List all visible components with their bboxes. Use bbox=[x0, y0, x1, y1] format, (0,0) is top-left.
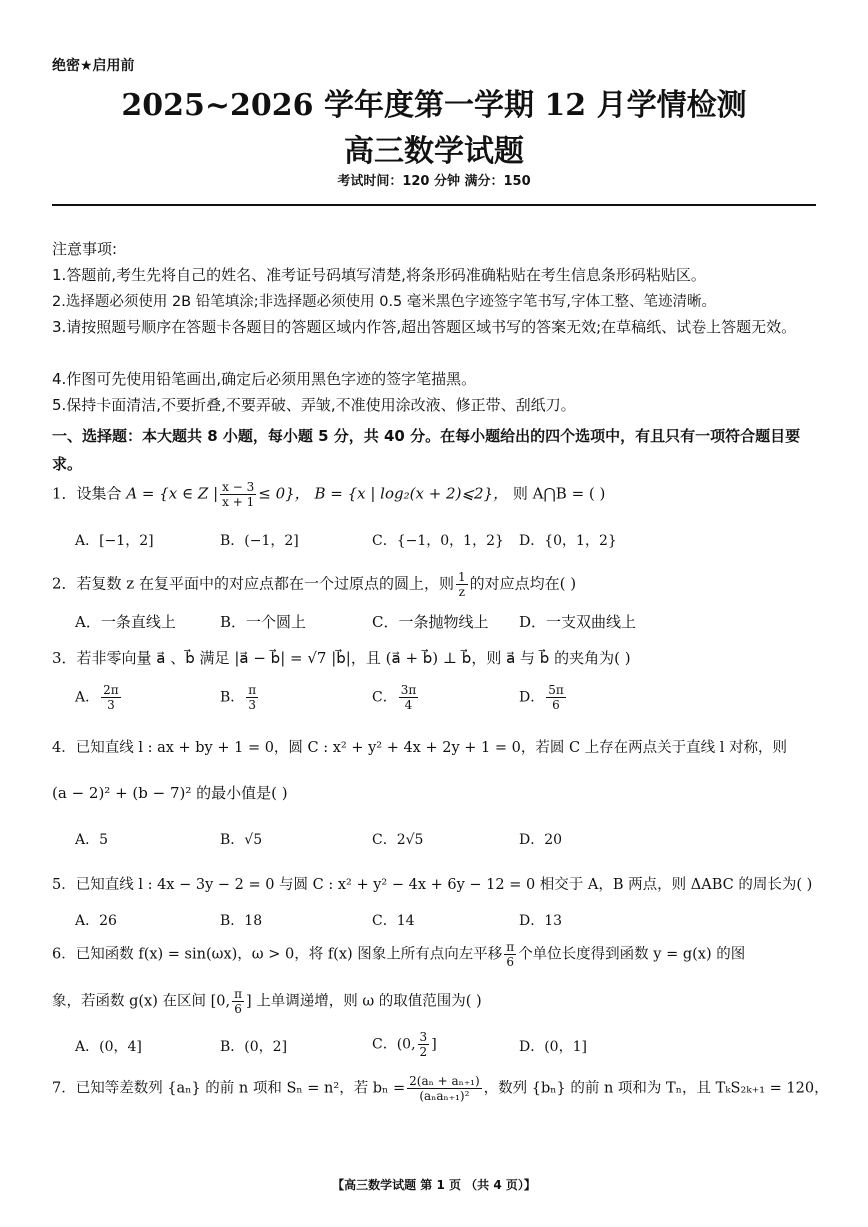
page-footer: 【高三数学试题 第 1 页 （共 4 页）】 bbox=[332, 1178, 536, 1192]
question-text: 1．设集合 bbox=[52, 484, 127, 503]
notes-title: 注意事项: bbox=[52, 240, 118, 258]
fraction bbox=[246, 683, 258, 712]
option-d: D．20 bbox=[519, 832, 563, 848]
fraction bbox=[504, 940, 516, 969]
option-c bbox=[372, 1030, 437, 1059]
denominator: 6 bbox=[234, 1002, 242, 1016]
question-5: 5．已知直线 l : 4x − 3y − 2 = 0 与圆 C : x² + y² − 4x + 6y − 12 = 0 相交于 A，B 两点，则 ΔABC 的周长为( ) bbox=[52, 877, 813, 893]
question-text: 象，若函数 g(x) 在区间 [0, bbox=[52, 993, 231, 1010]
denominator: 4 bbox=[404, 698, 413, 712]
exam-title: 2025~2026 学年度第一学期 12 月学情检测 bbox=[121, 88, 747, 123]
section-heading: 一、选择题：本大题共 8 小题，每小题 5 分，共 40 分。在每小题给出的四个选项中，有且只有一项符合题目要求。 bbox=[52, 427, 801, 473]
header-divider bbox=[52, 204, 816, 206]
option-c: C．{−1，0，1，2} bbox=[372, 533, 504, 549]
option-label: A． bbox=[75, 689, 100, 706]
option-label: C． bbox=[372, 689, 397, 706]
numerator: 2π bbox=[103, 683, 119, 697]
fraction bbox=[399, 683, 419, 712]
exam-subtitle: 高三数学试题 bbox=[344, 134, 524, 169]
fraction bbox=[232, 987, 244, 1016]
exam-meta: 考试时间：120 分钟 满分：150 bbox=[337, 174, 531, 189]
question-text: ] 上单调递增，则 ω 的取值范围为( ) bbox=[245, 993, 482, 1010]
option-d: D．13 bbox=[519, 913, 563, 929]
set-b: B = {x | log₂(x + 2)⩽2}， bbox=[314, 484, 509, 503]
question-1 bbox=[52, 480, 605, 509]
option-d: D．(0，1] bbox=[519, 1039, 587, 1055]
numerator: 1 bbox=[458, 570, 466, 584]
fraction bbox=[418, 1030, 430, 1059]
option-a: A．[−1，2] bbox=[75, 533, 154, 549]
numerator: π bbox=[234, 987, 242, 1001]
option-a: A．26 bbox=[75, 913, 117, 929]
option-label: B． bbox=[220, 689, 245, 706]
question-2 bbox=[52, 570, 576, 599]
option-b: B．(0，2] bbox=[220, 1039, 288, 1055]
question-4-line1: 4．已知直线 l : ax + by + 1 = 0，圆 C : x² + y² + 4x + 2y + 1 = 0，若圆 C 上存在两点关于直线 l 对称，则 bbox=[52, 740, 788, 756]
note-item: 1.答题前,考生先将自己的姓名、准考证号码填写清楚,将条形码准确粘贴在考生信息条形码粘贴区。 bbox=[52, 266, 706, 284]
fraction bbox=[456, 570, 468, 599]
option-a: A．5 bbox=[75, 832, 109, 848]
note-item: 2.选择题必须使用 2B 铅笔填涂;非选择题必须使用 0.5 毫米黑色字迹签字笔书写,字体工整、笔迹清晰。 bbox=[52, 294, 716, 310]
option-d bbox=[519, 683, 568, 712]
numerator: π bbox=[506, 940, 515, 954]
question-text: 2．若复数 z 在复平面中的对应点都在一个过原点的圆上，则 bbox=[52, 574, 454, 593]
numerator: 2(aₙ + aₙ₊₁) bbox=[409, 1074, 480, 1088]
question-text: ，数列 {bₙ} 的前 n 项和为 Tₙ，且 TₖS₂ₖ₊₁ = 120， bbox=[483, 1080, 829, 1097]
fraction bbox=[546, 683, 566, 712]
question-text: 6．已知函数 f(x) = sin(ωx)，ω > 0，将 f(x) 图象上所有点向左平移 bbox=[52, 946, 503, 963]
denominator: 3 bbox=[248, 698, 257, 712]
fraction bbox=[101, 683, 121, 712]
question-text: 个单位长度得到函数 y = g(x) 的图 bbox=[518, 946, 746, 963]
option-b: B．一个圆上 bbox=[220, 613, 307, 631]
option-text: ] bbox=[431, 1036, 437, 1053]
denominator: (aₙaₙ₊₁)² bbox=[419, 1089, 470, 1103]
numerator: π bbox=[248, 683, 257, 697]
option-d: D．{0，1，2} bbox=[519, 533, 617, 549]
option-c: C．2√5 bbox=[372, 832, 424, 848]
set-a-end: ≤ 0}， bbox=[258, 484, 310, 503]
numerator: 3π bbox=[400, 683, 417, 697]
question-3: 3．若非零向量 a⃗ 、b⃗ 满足 |a⃗ − b⃗| = √7 |b⃗|，且 (a⃗ + b⃗) ⊥ b⃗，则 a⃗ 与 b⃗ 的夹角为( ) bbox=[52, 649, 631, 667]
option-c: C．一条抛物线上 bbox=[372, 613, 489, 631]
option-b: B．(−1，2] bbox=[220, 533, 299, 549]
numerator: x − 3 bbox=[222, 480, 255, 494]
denominator: 3 bbox=[107, 698, 115, 712]
question-6-line1 bbox=[52, 940, 745, 969]
numerator: 3 bbox=[419, 1030, 428, 1044]
note-item: 3.请按照题号顺序在答题卡各题目的答题区域内作答,超出答题区域书写的答案无效;在草稿纸、试卷上答题无效。 bbox=[52, 318, 797, 336]
set-a: A = {x ∈ Z | bbox=[126, 484, 219, 503]
denominator: 2 bbox=[419, 1045, 428, 1059]
option-b bbox=[220, 683, 260, 712]
denominator: 6 bbox=[506, 955, 515, 969]
fraction bbox=[220, 480, 256, 509]
option-a: A．(0，4] bbox=[75, 1039, 142, 1055]
option-c bbox=[372, 683, 420, 712]
option-label: C． bbox=[372, 1036, 397, 1053]
option-a bbox=[75, 683, 123, 712]
denominator: z bbox=[458, 585, 465, 599]
denominator: 6 bbox=[552, 698, 560, 712]
confidential-label: 绝密★启用前 bbox=[52, 58, 135, 74]
option-b: B．18 bbox=[220, 913, 263, 929]
denominator: x + 1 bbox=[222, 495, 255, 509]
question-ask: 则 A⋂B = ( ) bbox=[512, 484, 606, 503]
option-text: (0, bbox=[396, 1036, 416, 1053]
option-d: D．一支双曲线上 bbox=[519, 613, 637, 631]
question-4-line2: (a − 2)² + (b − 7)² 的最小值是( ) bbox=[52, 784, 288, 802]
numerator: 5π bbox=[548, 683, 564, 697]
note-item: 5.保持卡面清洁,不要折叠,不要弄破、弄皱,不准使用涂改液、修正带、刮纸刀。 bbox=[52, 396, 576, 414]
option-a: A．一条直线上 bbox=[75, 613, 176, 631]
option-label: D． bbox=[519, 689, 545, 706]
question-text: 7．已知等差数列 {aₙ} 的前 n 项和 Sₙ = n²，若 bₙ = bbox=[52, 1080, 406, 1097]
option-b: B．√5 bbox=[220, 832, 263, 848]
option-c: C．14 bbox=[372, 913, 415, 929]
note-item: 4.作图可先使用铅笔画出,确定后必须用黑色字迹的签字笔描黑。 bbox=[52, 370, 477, 388]
question-6-line2 bbox=[52, 987, 482, 1016]
question-text: 的对应点均在( ) bbox=[469, 574, 577, 593]
fraction bbox=[407, 1074, 482, 1103]
question-7 bbox=[52, 1074, 829, 1103]
